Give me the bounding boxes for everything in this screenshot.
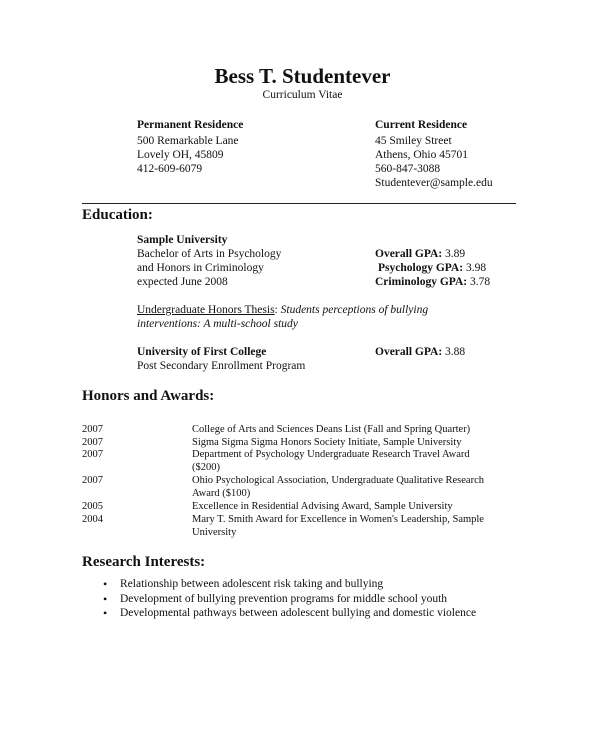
gpa-label: Criminology GPA:: [375, 276, 468, 288]
gpa-label: Psychology GPA:: [378, 262, 464, 274]
school1-expected-line: expected June 2008: [137, 276, 228, 288]
permanent-phone: 412-609-6079: [137, 163, 203, 175]
school2-program: Post Secondary Enrollment Program: [137, 360, 306, 372]
current-phone: 560-847-3088: [375, 163, 441, 175]
research-item: Developmental pathways between adolescent bullying and domestic violence: [120, 607, 477, 619]
bullet-icon: •: [103, 606, 108, 620]
school2-gpa: [375, 345, 465, 360]
thesis-label: Undergraduate Honors Thesis: [137, 304, 275, 316]
award-text-cont: Award ($100): [192, 488, 251, 499]
gpa-overall: [375, 247, 465, 262]
award-text: Ohio Psychological Association, Undergraduate Qualitative Research: [192, 475, 484, 486]
permanent-residence-title: Permanent Residence: [137, 119, 244, 131]
award-text: Mary T. Smith Award for Excellence in Women's Leadership, Sample: [192, 514, 484, 525]
current-email: Studentever@sample.edu: [375, 177, 493, 189]
honors-heading: Honors and Awards:: [82, 388, 215, 404]
thesis-title-part2: interventions: A multi-school study: [137, 318, 298, 330]
gpa-label: Overall GPA:: [375, 248, 443, 260]
school2-name: University of First College: [137, 346, 267, 358]
cv-name: Bess T. Studentever: [214, 64, 391, 88]
gpa-value: 3.98: [465, 262, 487, 274]
gpa-value: 3.89: [445, 248, 466, 260]
award-year: 2007: [82, 424, 103, 435]
school1-honors-line: and Honors in Criminology: [137, 262, 264, 274]
award-text: Sigma Sigma Sigma Honors Society Initiate, Sample University: [192, 437, 462, 448]
gpa-criminology: [375, 275, 490, 290]
research-item: Development of bullying prevention programs for middle school youth: [120, 593, 448, 605]
award-year: 2005: [82, 501, 103, 512]
research-heading: Research Interests:: [82, 554, 206, 570]
current-residence-title: Current Residence: [375, 119, 468, 131]
award-year: 2007: [82, 449, 103, 460]
thesis-colon: :: [274, 304, 278, 316]
permanent-address-line: 500 Remarkable Lane: [137, 135, 239, 147]
award-year: 2007: [82, 475, 103, 486]
bullet-icon: •: [103, 577, 108, 591]
permanent-city-line: Lovely OH, 45809: [137, 149, 224, 161]
thesis-line-1: [137, 303, 428, 318]
award-year: 2007: [82, 437, 103, 448]
bullet-icon: •: [103, 592, 108, 606]
award-text: Excellence in Residential Advising Award, Sample University: [192, 501, 453, 512]
award-year: 2004: [82, 514, 103, 525]
award-text: College of Arts and Sciences Deans List (Fall and Spring Quarter): [192, 424, 471, 435]
gpa-label: Overall GPA:: [375, 346, 443, 358]
school1-name: Sample University: [137, 234, 228, 246]
education-heading: Education:: [82, 207, 153, 223]
thesis-title-part1: Students perceptions of bullying: [280, 304, 429, 316]
award-text-cont: University: [192, 527, 237, 538]
research-item: Relationship between adolescent risk taking and bullying: [120, 578, 384, 590]
school1-degree-line: Bachelor of Arts in Psychology: [137, 248, 282, 260]
gpa-value: 3.88: [445, 346, 466, 358]
gpa-value: 3.78: [469, 276, 491, 288]
header-divider: [82, 203, 516, 204]
cv-subtitle: Curriculum Vitae: [262, 89, 343, 101]
current-city-line: Athens, Ohio 45701: [375, 149, 468, 161]
current-address-line: 45 Smiley Street: [375, 135, 452, 147]
gpa-psychology: [378, 261, 486, 276]
award-text-cont: ($200): [192, 462, 220, 473]
award-text: Department of Psychology Undergraduate Research Travel Award: [192, 449, 470, 460]
